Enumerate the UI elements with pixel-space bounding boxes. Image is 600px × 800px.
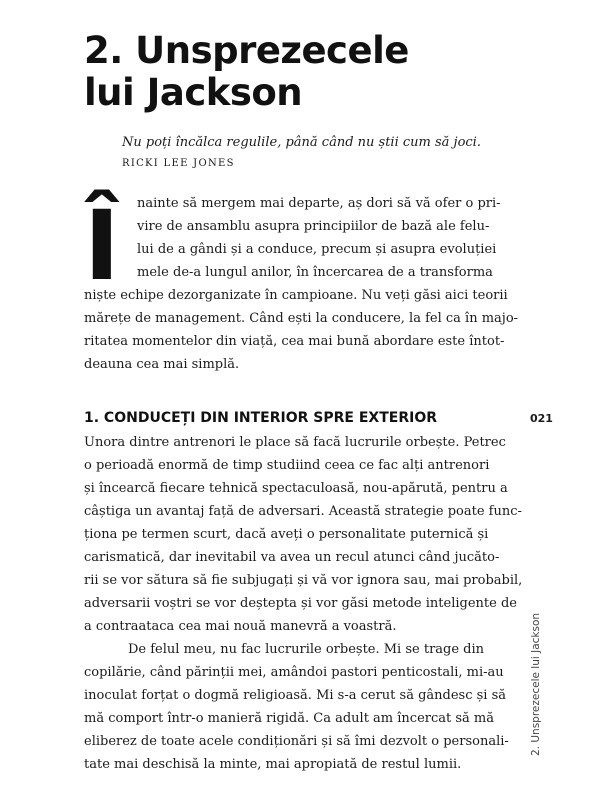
chapter-title xyxy=(84,30,409,114)
text-line: vire de ansamblu asupra principiilor de bază ale felu- xyxy=(137,219,490,234)
text-line: Unora dintre antrenori le place să facă lucrurile orbește. Petrec xyxy=(84,435,506,450)
text-line: niște echipe dezorganizate în campioane. Nu veți găsi aici teorii xyxy=(84,288,508,303)
chapter-title-line: lui Jackson xyxy=(84,71,303,114)
drop-cap: Î xyxy=(84,190,120,302)
text-line: tate mai deschisă la minte, mai apropiată de restul lumii. xyxy=(84,757,462,772)
chapter-title-line: 2. Unsprezecele xyxy=(84,29,409,72)
epigraph-quote: Nu poți încălca regulile, până când nu știi cum să joci. xyxy=(122,135,481,150)
text-line: ționa pe termen scurt, dacă aveți o personalitate puternică și xyxy=(84,527,489,542)
text-line: deauna cea mai simplă. xyxy=(84,357,240,372)
page-number: 021 xyxy=(530,412,553,425)
text-line: câștiga un avantaj față de adversari. Această strategie poate func- xyxy=(84,504,522,519)
intro-paragraph xyxy=(84,192,519,376)
text-line: o perioadă enormă de timp studiind ceea ce fac alți antrenori xyxy=(84,458,490,473)
text-line: ritatea momentelor din viață, cea mai bună abordare este întot- xyxy=(84,334,505,349)
text-line: rii se vor sătura să fie subjugați și vă vor ignora sau, mai probabil, xyxy=(84,573,523,588)
epigraph xyxy=(122,134,481,169)
paragraph xyxy=(84,638,522,776)
text-line: carismatică, dar inevitabil va avea un recul atunci când jucăto- xyxy=(84,550,500,565)
section-heading: 1. CONDUCEȚI DIN INTERIOR SPRE EXTERIOR xyxy=(84,410,437,426)
epigraph-author: RICKI LEE JONES xyxy=(122,158,235,169)
text-line: a contraataca cea mai nouă manevră a voastră. xyxy=(84,619,397,634)
text-line: mele de-a lungul anilor, în încercarea de a transforma xyxy=(137,265,493,280)
text-line: adversarii voștri se vor deștepta și vor găsi metode inteligente de xyxy=(84,596,517,611)
text-line: eliberez de toate acele condiționări și să îmi dezvolt o personali- xyxy=(84,734,509,749)
running-head: 2. Unsprezecele lui Jackson xyxy=(530,612,542,756)
text-line: inoculat forțat o dogmă religioasă. Mi s-a cerut să gândesc și să xyxy=(84,688,507,703)
text-line: lui de a gândi și a conduce, precum și asupra evoluției xyxy=(137,242,497,257)
text-line: De felul meu, nu fac lucrurile orbește. Mi se trage din xyxy=(128,642,485,657)
text-line: mărețe de management. Când ești la conducere, la fel ca în majo- xyxy=(84,311,519,326)
text-line: și încearcă fiecare tehnică spectaculoasă, nou-apărută, pentru a xyxy=(84,481,508,496)
text-line: copilărie, când părinții mei, amândoi pastori penticostali, mi-au xyxy=(84,665,504,680)
section-body xyxy=(84,431,522,776)
text-line: nainte să mergem mai departe, aș dori să vă ofer o pri- xyxy=(137,196,501,211)
text-line: mă comport într-o manieră rigidă. Ca adult am încercat să mă xyxy=(84,711,495,726)
paragraph xyxy=(84,431,522,638)
